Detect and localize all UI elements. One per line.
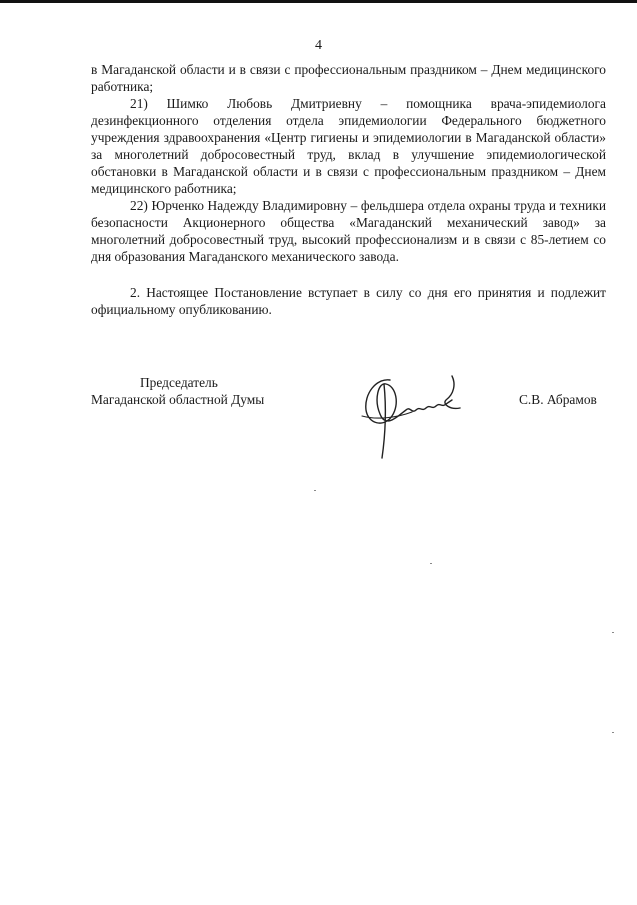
signature-block — [0, 370, 637, 460]
signatory-name: С.В. Абрамов — [519, 392, 597, 407]
document-body — [91, 61, 606, 318]
scan-speck — [314, 490, 316, 491]
paragraph-item-22: 22) Юрченко Надежду Владимировну – фельдшера отдела охраны труда и техники безопасности Акционерного общества «Магаданский механический завод» за многолетний добросовестный труд, высокий профессионализм и в связи с 85-летием со дня образования Магаданского механического завода. — [91, 198, 606, 264]
handwritten-signature — [356, 370, 466, 462]
page-number: 4 — [315, 38, 322, 53]
signatory-title: Председатель — [140, 375, 218, 390]
scan-speck — [430, 563, 432, 564]
scan-speck — [612, 732, 614, 733]
paragraph-clause-2: 2. Настоящее Постановление вступает в силу со дня его принятия и подлежит официальному опубликованию. — [91, 285, 606, 317]
paragraph-spacer — [91, 265, 606, 284]
paragraph-continuation: в Магаданской области и в связи с профессиональным праздником – Днем медицинского работника; — [91, 62, 606, 94]
signatory-organization: Магаданской областной Думы — [91, 392, 265, 407]
page-top-border — [0, 0, 637, 3]
scan-speck — [612, 632, 614, 633]
paragraph-item-21: 21) Шимко Любовь Дмитриевну – помощника врача-эпидемиолога дезинфекционного отделения отдела эпидемиологии Федерального бюджетного учреждения здравоохранения «Центр гигиены и эпидемиологии в Магаданской области» за многолетний добросовестный труд, вклад в улучшение эпидемиологической обстановки в Магаданской области и в связи с профессиональным праздником – Днем медицинского работника; — [91, 96, 606, 196]
